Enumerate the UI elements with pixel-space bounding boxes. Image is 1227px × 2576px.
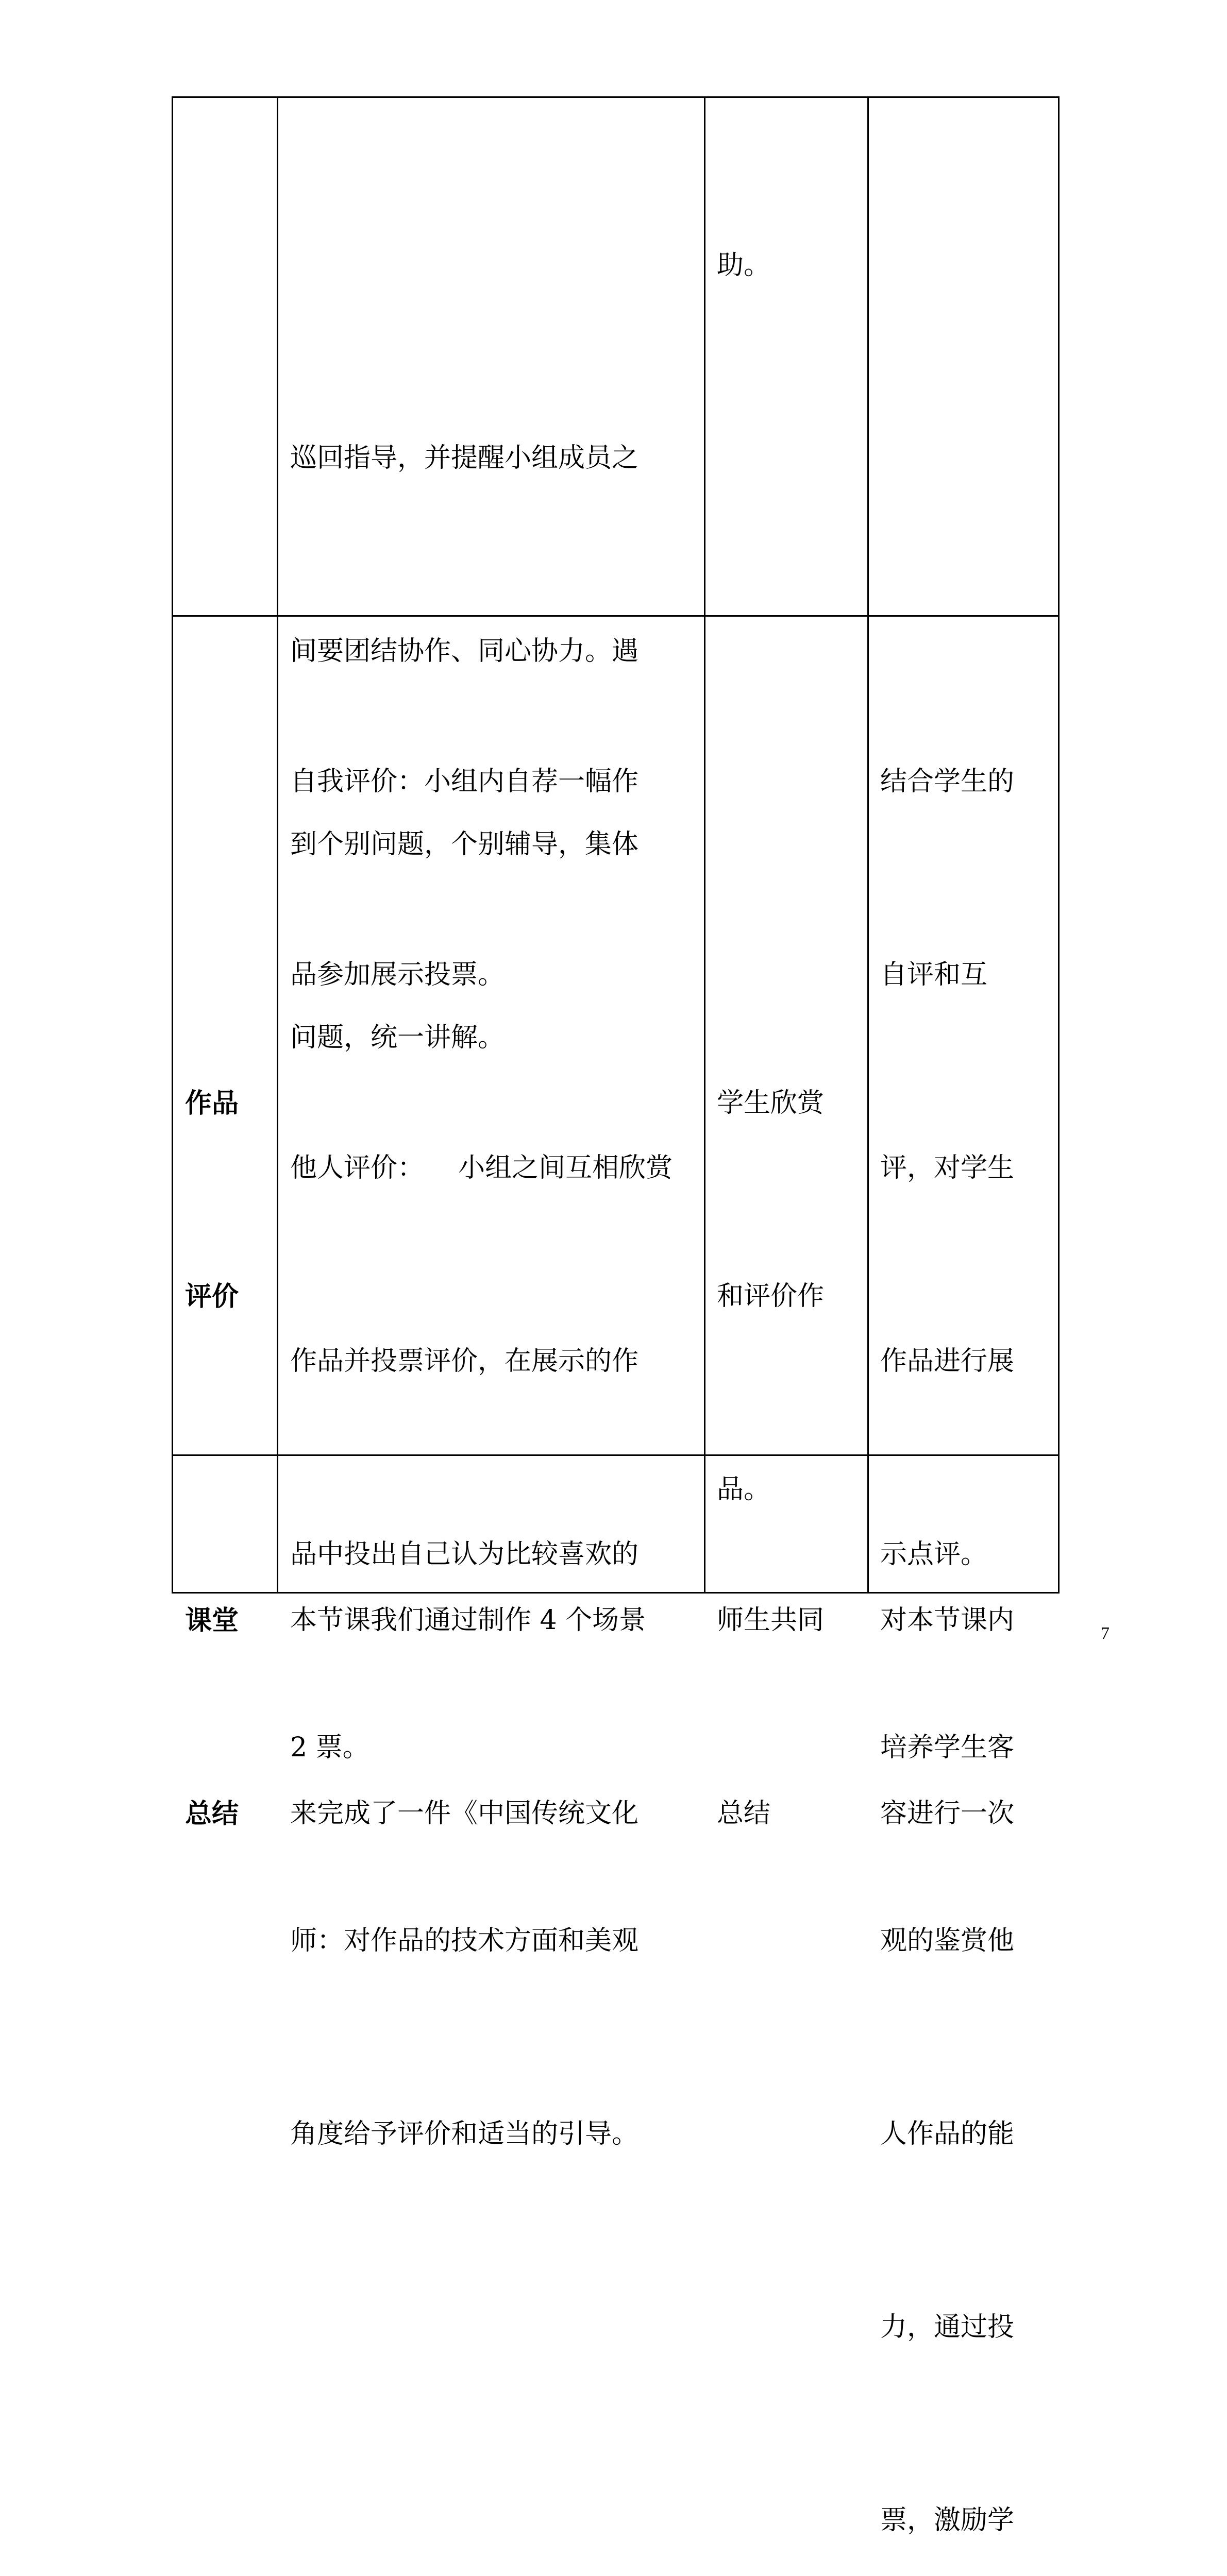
text-line: 作品进行展 [880, 1346, 1015, 1377]
text-line: 来完成了一件《中国传统文化 [290, 1798, 639, 1829]
row3-student-activity [717, 1460, 824, 1975]
row3-teacher-activity [290, 1460, 646, 1975]
text-line: 和评价作 [717, 1281, 825, 1312]
text-line: 师生共同 [717, 1605, 825, 1636]
text-line: 培养学生客 [880, 1732, 1015, 1763]
text-line: 自我评价：小组内自荐一幅作 [290, 766, 639, 797]
table-rule-col1 [277, 96, 278, 1594]
row3-design-intent [880, 1460, 1014, 1975]
text-line: 他人评价： 小组之间互相欣赏 [290, 1153, 673, 1183]
text-line: 间要团结协作、同心协力。遇 [290, 636, 639, 667]
text-line: 总结 [185, 1798, 239, 1829]
text-line: 对本节课内 [880, 1605, 1015, 1636]
text-line: 助。 [717, 250, 771, 281]
text-line: 总结 [717, 1798, 771, 1829]
page-number: 7 [1101, 1624, 1110, 1643]
text-line: 角度给予评价和适当的引导。 [290, 2119, 639, 2149]
text-line: 容进行一次 [880, 1798, 1015, 1829]
text-line: 票，激励学 [880, 2505, 1015, 2536]
text-line: 评，对学生 [880, 1153, 1015, 1183]
text-line: 作品并投票评价，在展示的作 [290, 1346, 639, 1377]
row2-section-label [185, 942, 239, 1458]
row2-teacher-activity [290, 621, 673, 2295]
text-line: 人作品的能 [880, 2119, 1015, 2149]
text-line: 问题，统一讲解。 [290, 1022, 505, 1053]
text-line: 力，通过投 [880, 2312, 1015, 2343]
text-line: 结合学生的 [880, 766, 1015, 797]
text-line: 巡回指导，并提醒小组成员之 [290, 443, 639, 473]
table-rule-col3 [867, 96, 869, 1594]
text-line: 2 票。 [290, 1732, 369, 1763]
text-line: 课堂 [185, 1605, 239, 1636]
text-line: 自评和互 [880, 959, 988, 990]
text-line: 评价 [185, 1281, 239, 1312]
text-line: 本节课我们通过制作 4 个场景 [290, 1605, 646, 1636]
text-line: 观的鉴赏他 [880, 1925, 1015, 1956]
lesson-plan-table [172, 96, 1060, 2536]
table-rule-right [1058, 96, 1060, 1594]
text-line: 师：对作品的技术方面和美观 [290, 1925, 639, 1956]
text-line: 到个别问题，个别辅导，集体 [290, 829, 639, 860]
table-rule-top [172, 96, 1060, 98]
row1-student-activity [717, 105, 770, 427]
row3-section-label [185, 1460, 239, 1975]
text-line: 示点评。 [880, 1539, 988, 1570]
text-line: 品参加展示投票。 [290, 959, 505, 990]
text-line: 品。 [717, 1474, 771, 1505]
text-line: 学生欣赏 [717, 1088, 825, 1118]
text-line: 作品 [185, 1088, 239, 1119]
table-rule-left [172, 96, 173, 1594]
text-line: 品中投出自己认为比较喜欢的 [290, 1539, 639, 1570]
table-rule-col2 [704, 96, 705, 1594]
